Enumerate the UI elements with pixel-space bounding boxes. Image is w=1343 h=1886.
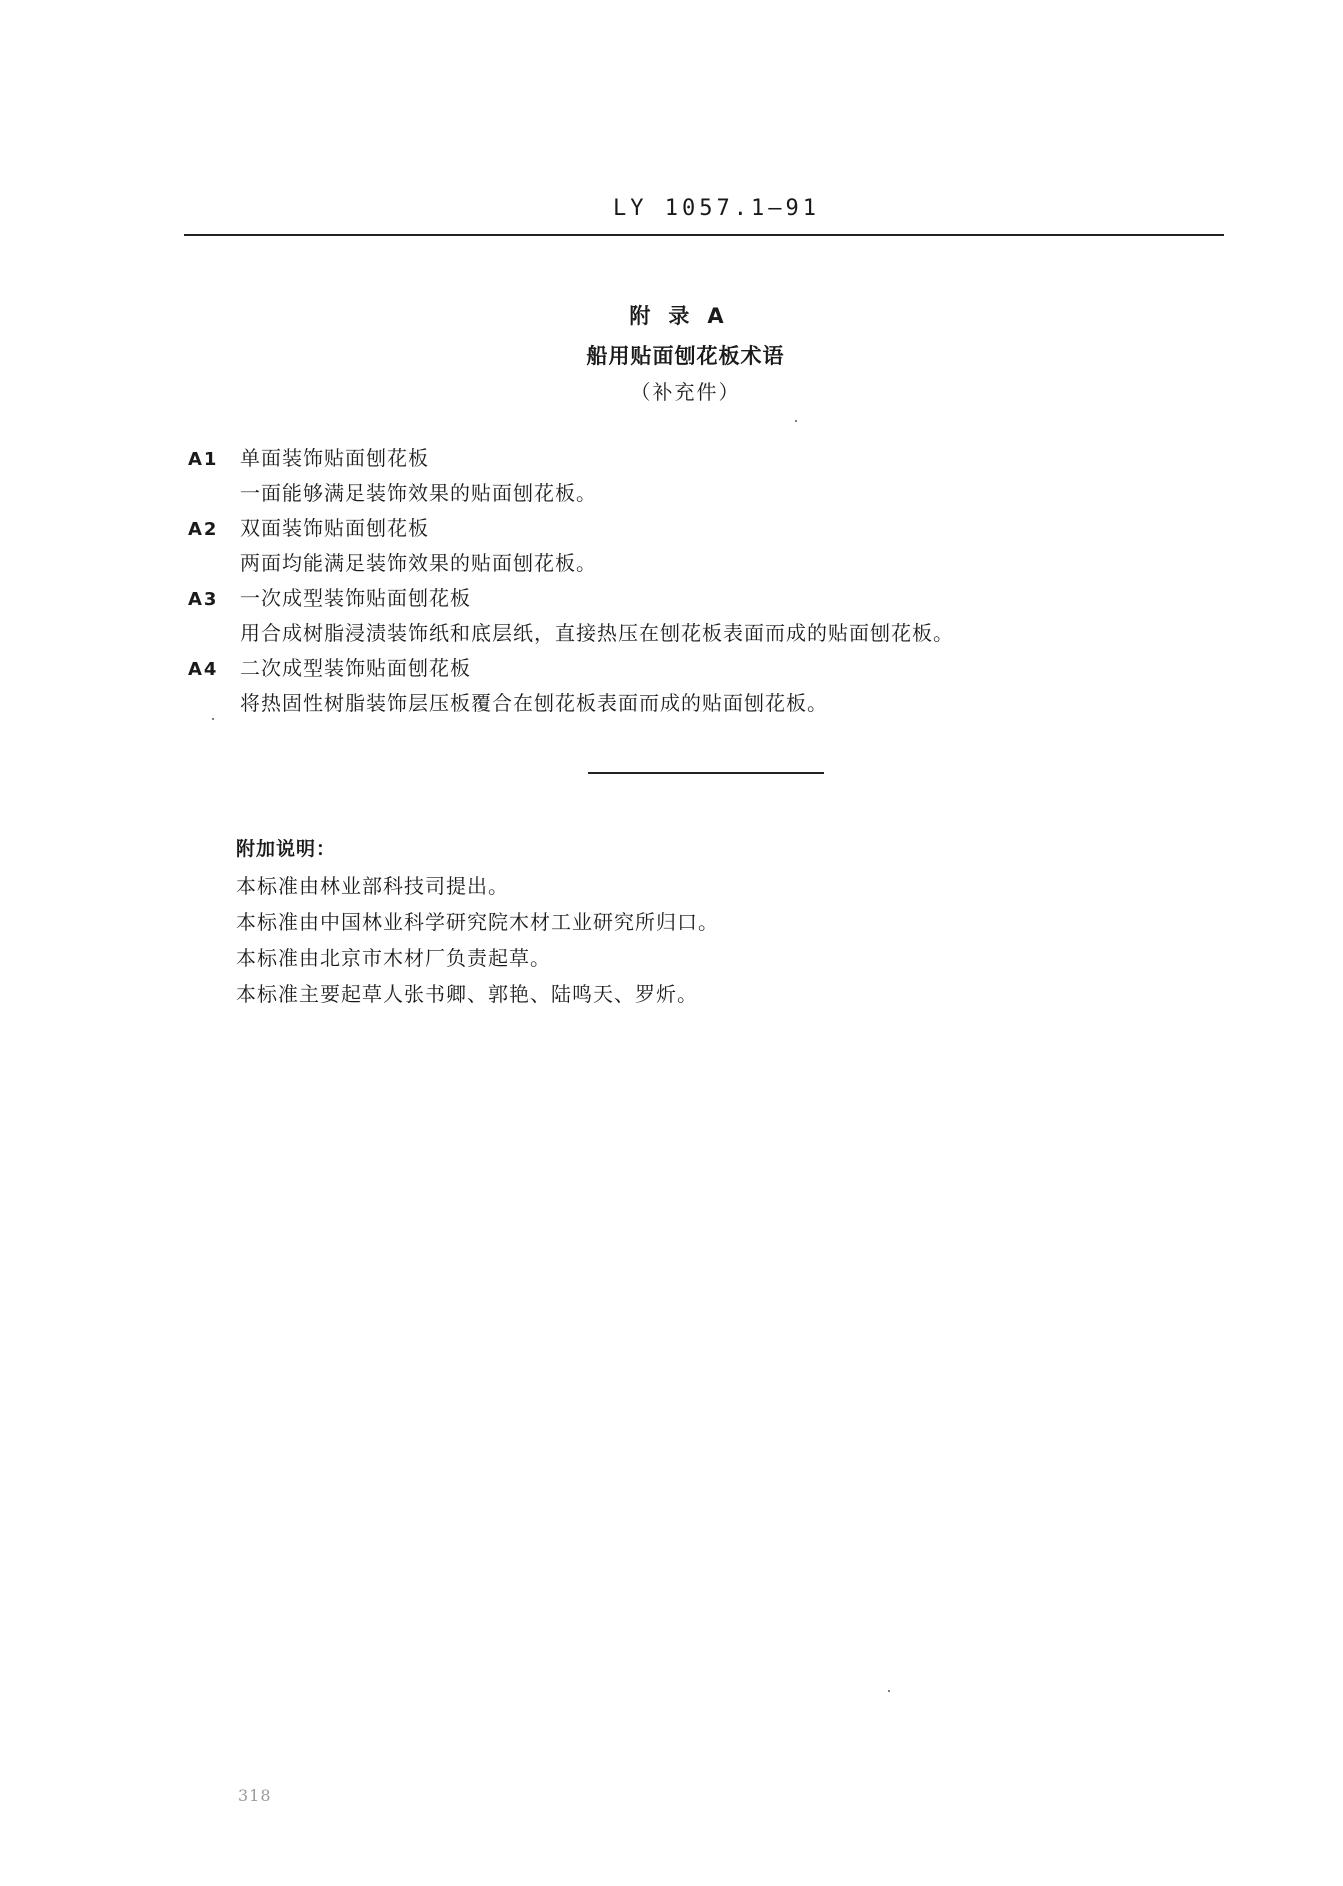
appendix-note: （补充件） bbox=[630, 380, 741, 404]
term-item bbox=[188, 652, 1188, 722]
term-definition: 将热固性树脂装饰层压板覆合在刨花板表面而成的贴面刨花板。 bbox=[240, 691, 828, 715]
term-heading bbox=[188, 652, 1188, 687]
term-item bbox=[188, 442, 1188, 512]
page-number: 318 bbox=[238, 1786, 272, 1805]
note-line: 本标准由北京市木材厂负责起草。 bbox=[236, 946, 551, 970]
term-code: A3 bbox=[188, 589, 219, 610]
appendix-label: 附录A bbox=[629, 304, 742, 328]
appendix-title: 船用贴面刨花板术语 bbox=[586, 344, 785, 368]
section-divider bbox=[588, 772, 824, 774]
term-name: 二次成型装饰贴面刨花板 bbox=[240, 656, 471, 680]
term-definition: 一面能够满足装饰效果的贴面刨花板。 bbox=[240, 481, 597, 505]
term-definition: 两面均能满足装饰效果的贴面刨花板。 bbox=[240, 551, 597, 575]
term-heading bbox=[188, 512, 1188, 547]
note-line: 本标准由中国林业科学研究院木材工业研究所归口。 bbox=[236, 910, 719, 934]
term-code: A2 bbox=[188, 519, 219, 540]
term-name: 双面装饰贴面刨花板 bbox=[240, 516, 429, 540]
terms-list bbox=[188, 442, 1188, 722]
scan-speck bbox=[212, 718, 214, 720]
term-code: A1 bbox=[188, 449, 219, 470]
standard-code-header: LY 1057.1—91 bbox=[613, 196, 820, 221]
term-item bbox=[188, 582, 1188, 652]
term-code: A4 bbox=[188, 659, 219, 680]
additional-notes bbox=[236, 834, 1136, 1014]
scan-speck bbox=[888, 1690, 890, 1692]
term-heading bbox=[188, 582, 1188, 617]
header-rule bbox=[184, 234, 1224, 236]
term-heading bbox=[188, 442, 1188, 477]
term-name: 单面装饰贴面刨花板 bbox=[240, 446, 429, 470]
term-name: 一次成型装饰贴面刨花板 bbox=[240, 586, 471, 610]
term-definition: 用合成树脂浸渍装饰纸和底层纸，直接热压在刨花板表面而成的贴面刨花板。 bbox=[240, 621, 954, 645]
scan-speck bbox=[795, 420, 797, 422]
note-line: 本标准由林业部科技司提出。 bbox=[236, 874, 509, 898]
note-line: 本标准主要起草人张书卿、郭艳、陆鸣天、罗炘。 bbox=[236, 982, 698, 1006]
term-item bbox=[188, 512, 1188, 582]
notes-heading: 附加说明： bbox=[236, 838, 337, 860]
